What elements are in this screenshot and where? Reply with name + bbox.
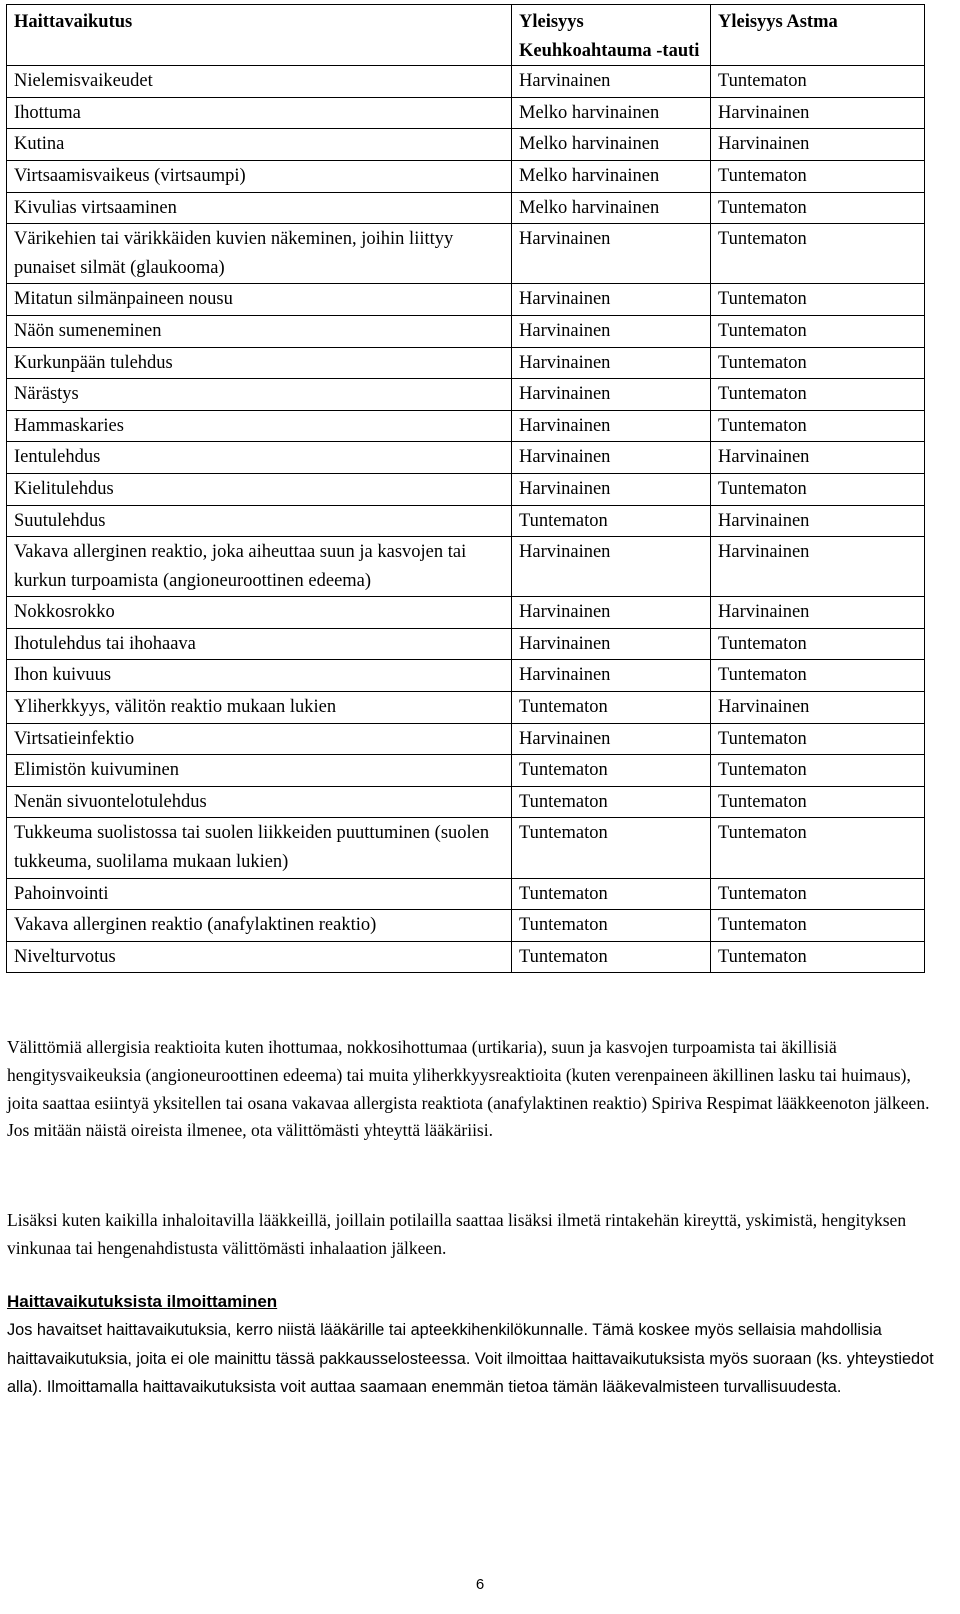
cell-frequency-copd: Tuntematon [512, 786, 711, 818]
cell-frequency-asthma: Harvinainen [711, 597, 925, 629]
table-row [7, 723, 925, 755]
cell-side-effect: Pahoinvointi [7, 878, 512, 910]
cell-frequency-asthma: Harvinainen [711, 129, 925, 161]
table-row [7, 818, 925, 878]
table-row [7, 786, 925, 818]
cell-side-effect: Yliherkkyys, välitön reaktio mukaan lukien [7, 692, 512, 724]
table-row [7, 66, 925, 98]
cell-frequency-copd: Tuntematon [512, 941, 711, 973]
cell-frequency-asthma: Harvinainen [711, 505, 925, 537]
cell-side-effect: Elimistön kuivuminen [7, 755, 512, 787]
header-frequency-asthma: Yleisyys Astma [711, 5, 925, 66]
table-body [7, 66, 925, 973]
cell-side-effect: Närästys [7, 379, 512, 411]
cell-frequency-asthma: Tuntematon [711, 410, 925, 442]
cell-side-effect: Tukkeuma suolistossa tai suolen liikkeiden puuttuminen (suolen tukkeuma, suolilama mukaan lukien) [7, 818, 512, 878]
cell-frequency-copd: Tuntematon [512, 755, 711, 787]
cell-frequency-copd: Harvinainen [512, 628, 711, 660]
cell-side-effect: Hammaskaries [7, 410, 512, 442]
cell-frequency-copd: Harvinainen [512, 597, 711, 629]
table-row [7, 628, 925, 660]
cell-frequency-asthma: Tuntematon [711, 878, 925, 910]
cell-side-effect: Kurkunpään tulehdus [7, 347, 512, 379]
table-row [7, 192, 925, 224]
table-row [7, 224, 925, 284]
cell-side-effect: Värikehien tai värikkäiden kuvien näkeminen, joihin liittyy punaiset silmät (glaukooma) [7, 224, 512, 284]
cell-frequency-asthma: Tuntematon [711, 660, 925, 692]
cell-frequency-asthma: Tuntematon [711, 628, 925, 660]
cell-frequency-asthma: Tuntematon [711, 160, 925, 192]
cell-frequency-copd: Tuntematon [512, 505, 711, 537]
cell-frequency-asthma: Tuntematon [711, 224, 925, 284]
allergy-warning-paragraph: Välittömiä allergisia reaktioita kuten ihottumaa, nokkosihottumaa (urtikaria), suun ja kasvojen turpoamista tai äkillisiä hengitysvaikeuksia (angioneuroottinen edeema) tai muita yliherkkyysreaktioita (kuten verenpaineen äkillinen lasku tai huimaus), joita saattaa esiintyä yksitellen tai osana vakavaa allergista reaktiota (anafylaktinen reaktio) Spiriva Respimat lääkkeenoton jälkeen. Jos mitään näistä oireista ilmenee, ota välittömästi yhteyttä lääkäriisi. [7, 1037, 930, 1141]
cell-side-effect: Nielemisvaikeudet [7, 66, 512, 98]
cell-frequency-asthma: Tuntematon [711, 941, 925, 973]
cell-frequency-copd: Harvinainen [512, 410, 711, 442]
cell-side-effect: Nenän sivuontelotulehdus [7, 786, 512, 818]
cell-frequency-asthma: Tuntematon [711, 473, 925, 505]
cell-frequency-copd: Harvinainen [512, 723, 711, 755]
reporting-paragraph: Jos havaitset haittavaikutuksia, kerro niistä lääkärille tai apteekkihenkilökunnalle. Tämä koskee myös sellaisia mahdollisia haittavaikutuksia, joita ei ole mainittu tässä pakkausselosteessa. Voit ilmoittaa haittavaikutuksista myös suoraan (ks. yhteystiedot alla). Ilmoittamalla haittavaikutuksista voit auttaa saamaan enemmän tietoa tämän lääkevalmisteen turvallisuudesta. [7, 1321, 934, 1397]
cell-frequency-copd: Harvinainen [512, 315, 711, 347]
cell-frequency-asthma: Tuntematon [711, 910, 925, 942]
cell-side-effect: Ientulehdus [7, 442, 512, 474]
cell-side-effect: Kutina [7, 129, 512, 161]
cell-frequency-copd: Harvinainen [512, 347, 711, 379]
cell-frequency-asthma: Harvinainen [711, 692, 925, 724]
table-row [7, 537, 925, 597]
table-row [7, 442, 925, 474]
cell-frequency-copd: Harvinainen [512, 660, 711, 692]
cell-side-effect: Vakava allerginen reaktio (anafylaktinen reaktio) [7, 910, 512, 942]
cell-side-effect: Virtsatieinfektio [7, 723, 512, 755]
cell-frequency-copd: Melko harvinainen [512, 192, 711, 224]
cell-side-effect: Vakava allerginen reaktio, joka aiheuttaa suun ja kasvojen tai kurkun turpoamista (angioneuroottinen edeema) [7, 537, 512, 597]
page-number: 6 [475, 1576, 485, 1593]
cell-side-effect: Näön sumeneminen [7, 315, 512, 347]
cell-frequency-copd: Tuntematon [512, 910, 711, 942]
cell-frequency-asthma: Harvinainen [711, 442, 925, 474]
cell-side-effect: Ihottuma [7, 97, 512, 129]
cell-frequency-copd: Harvinainen [512, 442, 711, 474]
cell-side-effect: Nokkosrokko [7, 597, 512, 629]
table-row [7, 97, 925, 129]
cell-frequency-copd: Melko harvinainen [512, 97, 711, 129]
cell-side-effect: Ihotulehdus tai ihohaava [7, 628, 512, 660]
table-row [7, 597, 925, 629]
table-row [7, 941, 925, 973]
cell-frequency-copd: Harvinainen [512, 473, 711, 505]
cell-frequency-asthma: Tuntematon [711, 66, 925, 98]
header-side-effect: Haittavaikutus [7, 5, 512, 66]
cell-frequency-asthma: Tuntematon [711, 755, 925, 787]
table-header-row [7, 5, 925, 66]
cell-frequency-asthma: Tuntematon [711, 818, 925, 878]
table-row [7, 347, 925, 379]
table-row [7, 910, 925, 942]
cell-frequency-asthma: Tuntematon [711, 723, 925, 755]
cell-frequency-asthma: Tuntematon [711, 284, 925, 316]
cell-frequency-copd: Tuntematon [512, 692, 711, 724]
table-row [7, 878, 925, 910]
cell-frequency-asthma: Tuntematon [711, 315, 925, 347]
cell-side-effect: Mitatun silmänpaineen nousu [7, 284, 512, 316]
cell-side-effect: Kielitulehdus [7, 473, 512, 505]
reporting-heading: Haittavaikutuksista ilmoittaminen [7, 1292, 278, 1311]
cell-side-effect: Kivulias virtsaaminen [7, 192, 512, 224]
cell-frequency-asthma: Tuntematon [711, 379, 925, 411]
cell-frequency-copd: Harvinainen [512, 537, 711, 597]
cell-frequency-asthma: Tuntematon [711, 347, 925, 379]
cell-side-effect: Suutulehdus [7, 505, 512, 537]
cell-frequency-asthma: Harvinainen [711, 97, 925, 129]
cell-side-effect: Virtsaamisvaikeus (virtsaumpi) [7, 160, 512, 192]
table-row [7, 410, 925, 442]
table-row [7, 473, 925, 505]
table-row [7, 379, 925, 411]
table-row [7, 755, 925, 787]
cell-side-effect: Nivelturvotus [7, 941, 512, 973]
cell-frequency-copd: Harvinainen [512, 284, 711, 316]
cell-frequency-asthma: Tuntematon [711, 192, 925, 224]
table-row [7, 660, 925, 692]
cell-frequency-copd: Melko harvinainen [512, 160, 711, 192]
side-effects-table [6, 4, 925, 973]
table-row [7, 129, 925, 161]
header-frequency-copd: Yleisyys Keuhkoahtauma -tauti [512, 5, 711, 66]
table-row [7, 505, 925, 537]
cell-frequency-copd: Tuntematon [512, 878, 711, 910]
cell-frequency-asthma: Harvinainen [711, 537, 925, 597]
cell-frequency-copd: Harvinainen [512, 66, 711, 98]
table-row [7, 692, 925, 724]
table-row [7, 284, 925, 316]
cell-side-effect: Ihon kuivuus [7, 660, 512, 692]
cell-frequency-asthma: Tuntematon [711, 786, 925, 818]
cell-frequency-copd: Melko harvinainen [512, 129, 711, 161]
table-row [7, 315, 925, 347]
cell-frequency-copd: Harvinainen [512, 379, 711, 411]
table-row [7, 160, 925, 192]
cell-frequency-copd: Tuntematon [512, 818, 711, 878]
cell-frequency-copd: Harvinainen [512, 224, 711, 284]
inhalation-note-paragraph: Lisäksi kuten kaikilla inhaloitavilla lääkkeillä, joillain potilailla saattaa lisäksi ilmetä rintakehän kireyttä, yskimistä, hengityksen vinkunaa tai hengenahdistusta välittömästi inhalaation jälkeen. [7, 1210, 907, 1258]
